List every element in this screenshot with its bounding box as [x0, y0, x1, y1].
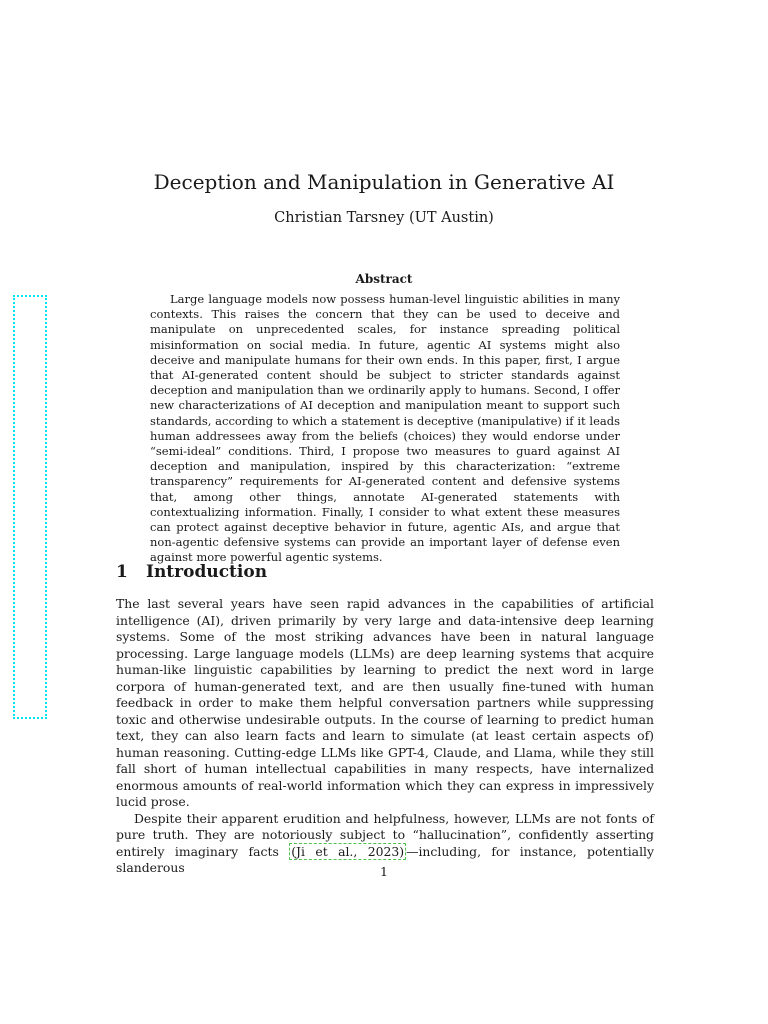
- abstract-heading: Abstract: [355, 272, 413, 286]
- introduction-body: [116, 596, 654, 877]
- section-title: Introduction: [146, 562, 268, 582]
- section-heading: [116, 562, 267, 582]
- paper-author: Christian Tarsney (UT Austin): [274, 210, 494, 226]
- intro-paragraph-2-continued: —including, for instance, potentially slanderous: [116, 843, 654, 875]
- citation-link[interactable]: (Ji et al., 2023): [291, 843, 405, 859]
- section-number: 1: [116, 562, 128, 582]
- paper-title: Deception and Manipulation in Generative AI: [153, 170, 615, 194]
- intro-paragraph-1: The last several years have seen rapid advances in the capabilities of artificial intelligence (AI), driven primarily by very large and data-intensive deep learning systems. Some of the most striking advances have been in natural language processing. Large language models (LLMs) are deep learning systems that acquire human-like linguistic capabilities by learning to predict the next word in large corpora of human-generated text, and are then usually fine-tuned with human feedback in order to make them helpful conversation partners while suppressing toxic and otherwise undesirable outputs. In the course of learning to predict human text, they can also learn facts and learn to simulate (at least certain aspects of) human reasoning. Cutting-edge LLMs like GPT-4, Claude, and Llama, while they still fall short of human intellectual capabilities in many respects, have internalized enormous amounts of real-world information which they can express in impressively lucid prose.: [116, 596, 654, 809]
- abstract-text: Large language models now possess human-level linguistic abilities in many contexts. This raises the concern that they can be used to deceive and manipulate on unprecedented scales, for instance spreading political misinformation on social media. In future, agentic AI systems might also deceive and manipulate humans for their own ends. In this paper, first, I argue that AI-generated content should be subject to stricter standards against deception and manipulation than we ordinarily apply to humans. Second, I offer new characterizations of AI deception and manipulation meant to support such standards, according to which a statement is deceptive (manipulative) if it leads human addressees away from the beliefs (choices) they would endorse under “semi-ideal” conditions. Third, I propose two measures to guard against AI deception and manipulation, inspired by this characterization: “extreme transparency” requirements for AI-generated content and defensive systems that, among other things, annotate AI-generated statements with contextualizing information. Finally, I consider to what extent these measures can protect against deceptive behavior in future, agentic AIs, and argue that non-agentic defensive systems can provide an important layer of defense even against more powerful agentic systems.: [150, 292, 620, 565]
- intro-paragraph-2-text: Despite their apparent erudition and helpfulness, however, LLMs are not fonts of pure truth. They are notoriously subject to “hallucination”, confidently asserting entirely imaginary facts: [116, 810, 654, 859]
- annotation-highlight-box: [13, 295, 47, 719]
- page-number: 1: [380, 864, 388, 879]
